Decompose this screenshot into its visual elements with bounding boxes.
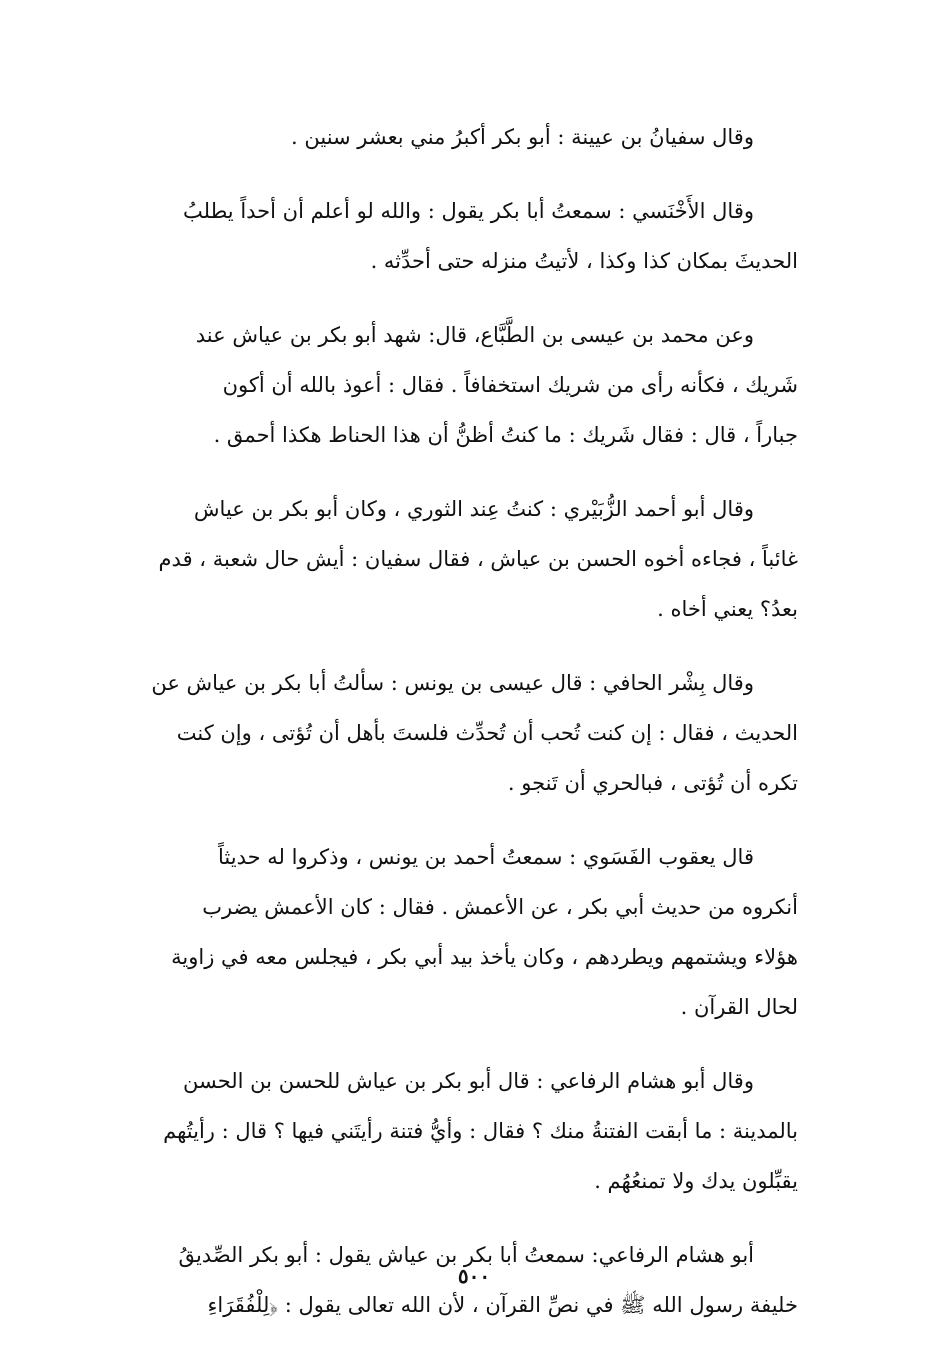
text-line: يقبِّلون يدك ولا تمنعُهُم . <box>594 1169 798 1193</box>
text-line: وعن محمد بن عيسى بن الطَّبَّاع، قال: شهد أبو بكر بن عياش عند <box>195 323 754 347</box>
paragraph-1 <box>132 112 798 162</box>
page-number: ٥٠٠ <box>457 1264 491 1288</box>
text-line: خليفة رسول الله ﷺ في نصِّ القرآن ، لأن الله تعالى يقول : ﴿لِلْفُقَرَاءِ <box>207 1293 798 1317</box>
text-line: بالمدينة : ما أبقت الفتنةُ منك ؟ فقال : وأيُّ فتنة رأيتَني فيها ؟ قال : رأيتُهم <box>163 1119 798 1143</box>
text-line: هؤلاء ويشتمهم ويطردهم ، وكان يأخذ بيد أبي بكر ، فيجلس معه في زاوية <box>171 945 798 969</box>
text-line: وقال أبو أحمد الزُّبَيْري : كنتُ عِند الثوري ، وكان أبو بكر بن عياش <box>193 497 754 521</box>
text-line: قال يعقوب الفَسَوي : سمعتُ أحمد بن يونس ، وذكروا له حديثاً <box>218 845 754 869</box>
text-line: غائباً ، فجاءه أخوه الحسن بن عياش ، فقال سفيان : أيش حال شعبة ، قدم <box>158 547 798 571</box>
text-line: وقال أبو هشام الرفاعي : قال أبو بكر بن عياش للحسن بن الحسن <box>183 1069 754 1093</box>
text-line: الحديثَ بمكان كذا وكذا ، لأتيتُ منزله حتى أحدِّثه . <box>370 249 798 273</box>
paragraph-5 <box>132 658 798 808</box>
text-line: شَريك ، فكأنه رأى من شريك استخفافاً . فقال : أعوذ بالله أن أكون <box>222 373 798 397</box>
text-line: وقال سفيانُ بن عيينة : أبو بكر أكبرُ مني بعشر سنين . <box>291 125 754 149</box>
body-text <box>132 112 798 1354</box>
paragraph-6 <box>132 832 798 1032</box>
text-line: وقال بِشْر الحافي : قال عيسى بن يونس : سألتُ أبا بكر بن عياش عن <box>151 671 754 695</box>
text-line: جباراً ، قال : فقال شَريك : ما كنتُ أظنُّ أن هذا الحناط هكذا أحمق . <box>213 423 798 447</box>
text-line: أنكروه من حديث أبي بكر ، عن الأعمش . فقال : كان الأعمش يضرب <box>202 895 798 919</box>
text-line: الحديث ، فقال : إن كنت تُحب أن تُحدِّث فلستَ بأهل أن تُؤتى ، وإن كنت <box>176 721 798 745</box>
text-line: لحال القرآن . <box>680 995 798 1019</box>
text-line: وقال الأَخْنَسي : سمعتُ أبا بكر يقول : والله لو أعلم أن أحداً يطلبُ <box>183 199 754 223</box>
paragraph-7 <box>132 1056 798 1206</box>
text-line: تكره أن تُؤتى ، فبالحري أن تَنجو . <box>507 771 798 795</box>
text-line: بعدُ؟ يعني أخاه . <box>657 597 798 621</box>
text-line: أبو هشام الرفاعي: سمعتُ أبا بكر بن عياش يقول : أبو بكر الصِّديقُ <box>178 1243 754 1267</box>
paragraph-4 <box>132 484 798 634</box>
paragraph-2 <box>132 186 798 286</box>
paragraph-3 <box>132 310 798 460</box>
